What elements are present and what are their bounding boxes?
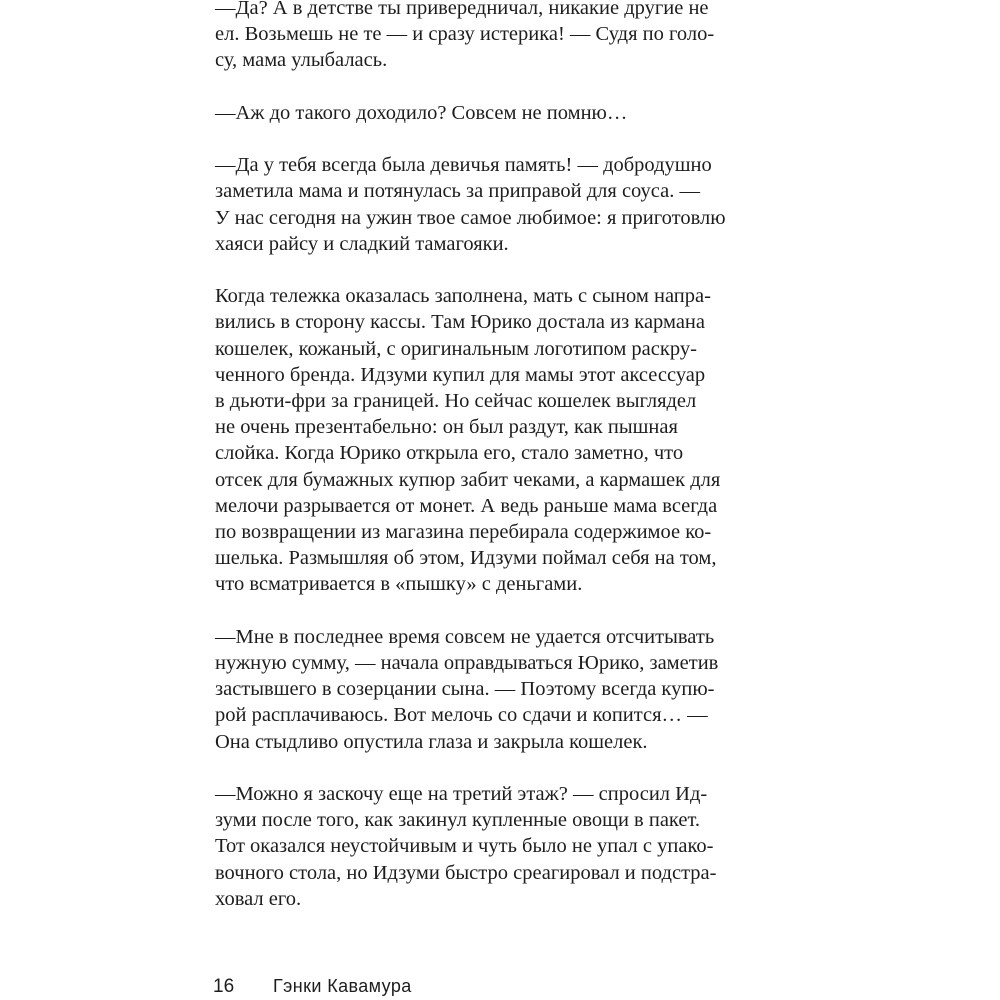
page-number: 16 — [213, 976, 235, 997]
text-line: —Можно я заскочу еще на третий этаж? — спросил Ид- — [215, 783, 708, 806]
text-line: —Мне в последнее время совсем не удается отсчитывать — [215, 625, 715, 648]
paragraph-2 — [215, 100, 800, 126]
text-line: —Да у тебя всегда была девичья память! — добродушно — [215, 154, 712, 177]
text-line: заметила мама и потянулась за приправой для соуса. — — [215, 180, 700, 203]
text-line: нужную сумму, — начала оправдываться Юрико, заметив — [215, 652, 719, 675]
text-line: вились в сторону кассы. Там Юрико достала из кармана — [215, 311, 705, 334]
text-line: Когда тележка оказалась заполнена, мать с сыном напра- — [215, 285, 711, 308]
text-line: Она стыдливо опустила глаза и закрыла кошелек. — [215, 730, 648, 753]
text-line: по возвращении из магазина перебирала содержимое ко- — [215, 521, 712, 544]
paragraph-4 — [215, 283, 800, 597]
text-line: ченного бренда. Идзуми купил для мамы этот аксессуар — [215, 363, 706, 386]
page-footer — [213, 976, 412, 998]
text-line: что всматривается в «пышку» с деньгами. — [215, 573, 583, 596]
body-text — [215, 0, 800, 938]
text-line: зуми после того, как закинул купленные овощи в пакет. — [215, 809, 701, 832]
text-line: слойка. Когда Юрико открыла его, стало заметно, что — [215, 442, 684, 465]
text-line: вочного стола, но Идзуми быстро среагировал и подстра- — [215, 861, 717, 884]
text-line: —Аж до такого доходило? Совсем не помню… — [215, 101, 628, 124]
text-line: мелочи разрывается от монет. А ведь раньше мама всегда — [215, 494, 718, 517]
text-line: Тот оказался неустойчивым и чуть было не упал с упако- — [215, 835, 714, 858]
text-line: не очень презентабельно: он был раздут, как пышная — [215, 416, 678, 439]
paragraph-1 — [215, 0, 800, 74]
text-line: в дьюти-фри за границей. Но сейчас кошелек выглядел — [215, 390, 697, 412]
text-line: рой расплачиваюсь. Вот мелочь со сдачи и копится… — — [215, 704, 708, 727]
text-line: су, мама улыбалась. — [215, 49, 388, 72]
running-head-author: Гэнки Кавамура — [273, 976, 412, 996]
text-line: ел. Возьмешь не те — и сразу истерика! — Судя по голо- — [215, 23, 715, 46]
paragraph-3 — [215, 152, 800, 257]
text-line: хаяси райсу и сладкий тамагояки. — [215, 232, 509, 255]
paragraph-6 — [215, 781, 800, 912]
text-line: —Да? А в детстве ты привередничал, никакие другие не — [215, 0, 709, 19]
text-line: ховал его. — [215, 887, 302, 910]
paragraph-5 — [215, 624, 800, 755]
text-line: шелька. Размышляя об этом, Идзуми поймал себя на том, — [215, 547, 717, 570]
text-line: застывшего в созерцании сына. — Поэтому всегда купю- — [215, 678, 715, 701]
text-line: кошелек, кожаный, с оригинальным логотипом раскру- — [215, 337, 697, 360]
text-line: У нас сегодня на ужин твое самое любимое: я приготовлю — [215, 206, 726, 229]
text-line: отсек для бумажных купюр забит чеками, а кармашек для — [215, 468, 721, 491]
